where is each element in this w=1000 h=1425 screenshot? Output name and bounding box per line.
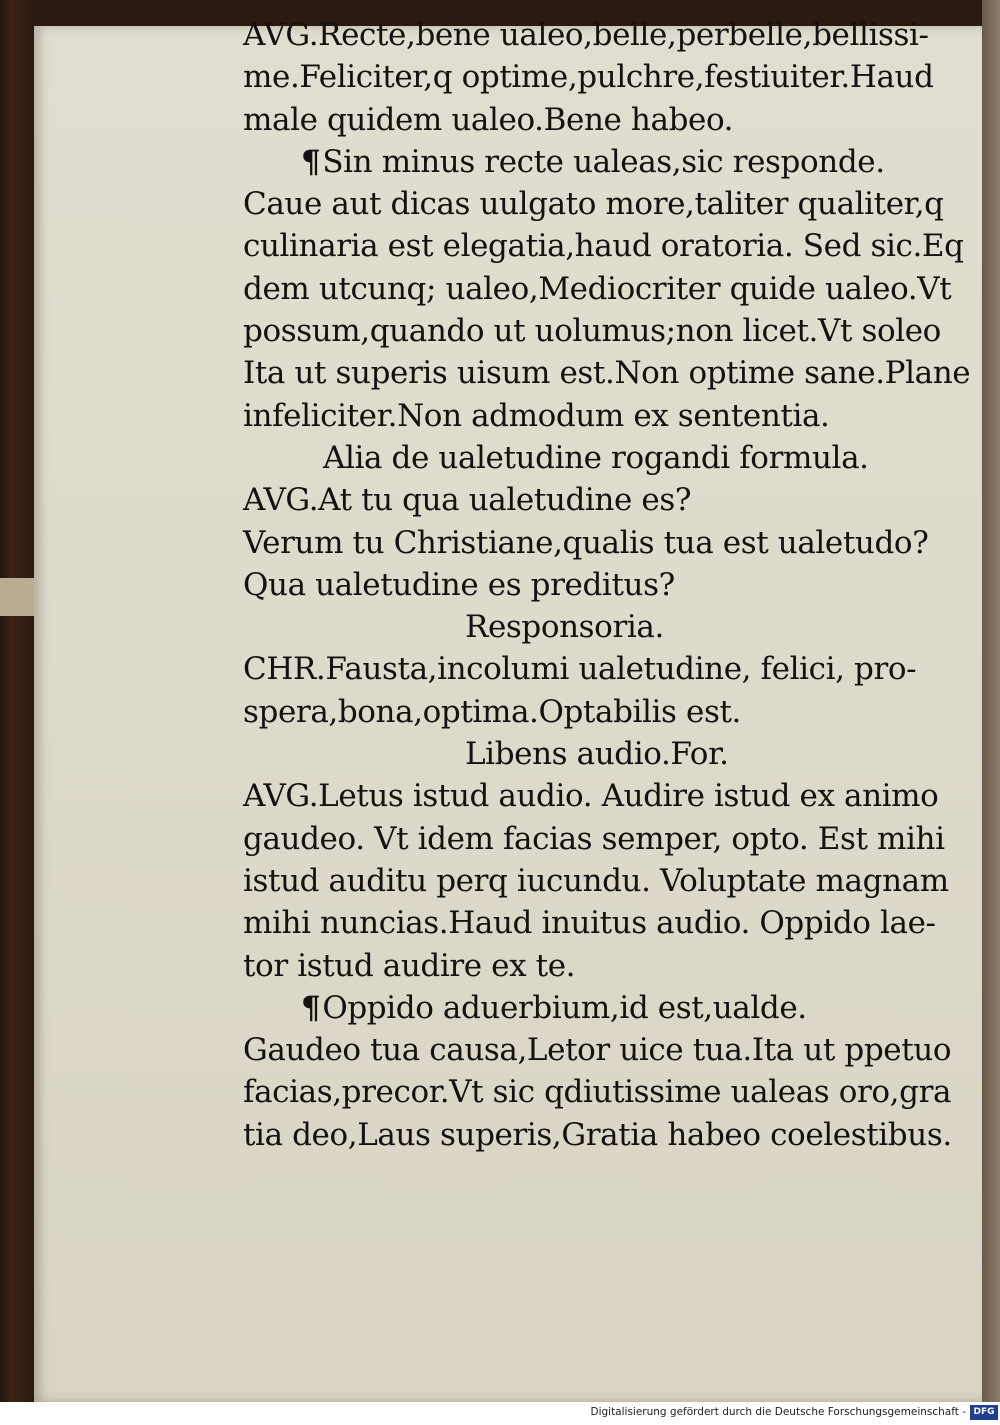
text-line [243, 648, 943, 690]
line-text: istud auditu perq iucundu. Voluptate magnam [243, 862, 949, 899]
line-text: me.Feliciter,q optime,pulchre,festiuiter.Haud [243, 59, 934, 96]
line-text: possum,quando ut uolumus;non licet.Vt soleo [243, 313, 941, 350]
line-text: CHR.Fausta,incolumi ualetudine, felici, pro- [243, 651, 917, 688]
paragraph-mark-icon: ¶ [301, 143, 321, 180]
text-line [243, 268, 952, 310]
text-line [243, 1114, 952, 1156]
text-line [243, 479, 943, 521]
dfg-logo: DFG [970, 1405, 998, 1420]
text-line [243, 860, 949, 902]
text-line [243, 987, 943, 1029]
text-line [243, 14, 943, 56]
binding-edge [0, 0, 30, 1402]
text-line [243, 352, 971, 394]
line-text: AVG.At tu qua ualetudine es? [243, 482, 692, 519]
line-text: spera,bona,optima.Optabilis est. [243, 693, 741, 730]
text-line [243, 564, 943, 606]
line-text: dem utcunq; ualeo,Mediocriter quide ualeo.Vt [243, 270, 952, 307]
text-line [243, 691, 943, 733]
text-line [243, 437, 943, 479]
line-text: Ita ut superis uisum est.Non optime sane.Plane [243, 355, 971, 392]
text-line [243, 1029, 952, 1071]
line-text: infeliciter.Non admodum ex sententia. [243, 397, 830, 434]
paragraph-mark-icon: ¶ [301, 989, 321, 1026]
line-text: Caue aut dicas uulgato more,taliter qualiter,q [243, 186, 944, 223]
line-text: Gaudeo tua causa,Letor uice tua.Ita ut ppetuo [243, 1032, 952, 1069]
text-line [243, 395, 943, 437]
line-text: Libens audio.For. [465, 736, 729, 773]
line-text: male quidem ualeo.Bene habeo. [243, 101, 734, 138]
text-line [243, 902, 943, 944]
text-line [243, 310, 943, 352]
line-text: tor istud audire ex te. [243, 947, 576, 984]
text-line [243, 818, 943, 860]
line-text: AVG.Recte,bene ualeo,belle,perbelle,bellissi- [243, 17, 929, 53]
footer-credit: Digitalisierung gefördert durch die Deutsche Forschungsgemeinschaft - [590, 1406, 966, 1418]
line-text: facias,precor.Vt sic qdiutissime ualeas oro,gra [243, 1074, 952, 1111]
footer-bar [0, 1402, 1000, 1425]
line-text: Oppido aduerbium,id est,ualde. [322, 989, 807, 1026]
line-text: Sin minus recte ualeas,sic responde. [322, 143, 885, 180]
tab-marker [0, 578, 38, 616]
text-line [243, 1071, 952, 1113]
text-line [243, 775, 943, 817]
line-text: Responsoria. [465, 609, 664, 646]
text-line [243, 56, 943, 98]
page-text [243, 14, 971, 1156]
line-text: gaudeo. Vt idem facias semper, opto. Est mihi [243, 820, 945, 857]
line-text: mihi nuncias.Haud inuitus audio. Oppido lae- [243, 905, 936, 942]
line-text: Verum tu Christiane,qualis tua est ualetudo? [243, 524, 929, 561]
line-text: culinaria est elegatia,haud oratoria. Sed sic.Eq [243, 228, 964, 265]
text-line [243, 183, 943, 225]
text-line [243, 99, 943, 141]
text-line [243, 225, 964, 267]
line-text: AVG.Letus istud audio. Audire istud ex animo [243, 778, 939, 815]
text-line [243, 141, 943, 183]
line-text: Qua ualetudine es preditus? [243, 566, 675, 603]
text-line [243, 945, 943, 987]
text-line [243, 522, 943, 564]
line-text: tia deo,Laus superis,Gratia habeo coelestibus. [243, 1116, 952, 1153]
text-line [243, 606, 943, 648]
line-text: Alia de ualetudine rogandi formula. [323, 439, 869, 476]
text-line [243, 733, 943, 775]
page-edge-strip [982, 0, 1000, 1402]
